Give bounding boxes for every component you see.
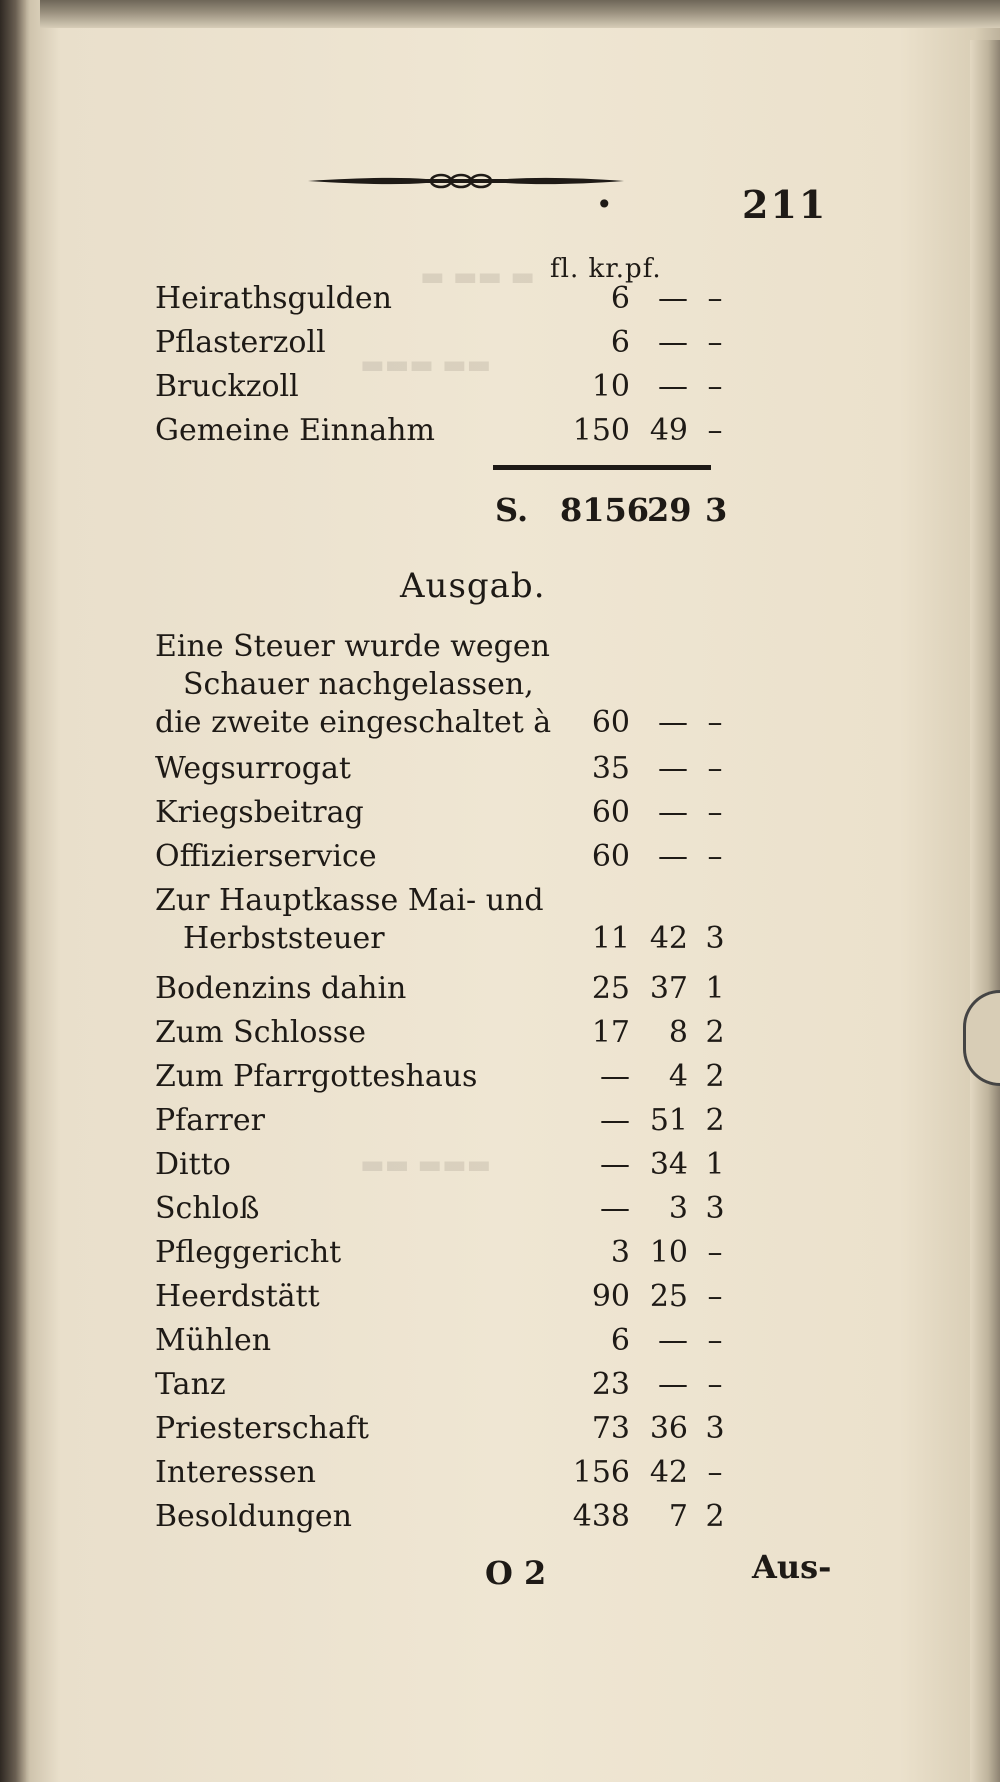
value-pf: –: [707, 705, 723, 740]
row-label: Heirathsgulden: [155, 281, 392, 316]
value-kr: 8: [668, 1015, 688, 1050]
value-fl: —: [600, 1103, 630, 1138]
value-pf: –: [707, 1235, 723, 1270]
value-pf: –: [707, 1367, 723, 1402]
row-label: Wegsurrogat: [155, 751, 351, 786]
table-row: [155, 410, 795, 452]
catchword: Aus-: [752, 1548, 832, 1586]
value-kr: 34: [649, 1147, 688, 1182]
value-kr: —: [658, 325, 688, 360]
sum-row: [440, 488, 740, 532]
row-label: Tanz: [155, 1367, 226, 1402]
value-kr: 7: [668, 1499, 688, 1534]
header-ornament: [306, 166, 626, 196]
row-label-line: Schauer nachgelassen,: [183, 667, 534, 702]
value-fl: 60: [591, 705, 630, 740]
table-row: [155, 1056, 795, 1098]
value-pf: 3: [705, 921, 725, 956]
value-pf: –: [707, 369, 723, 404]
table-row: [155, 1012, 795, 1054]
show-through-text: ▬ ▬▬ ▬: [420, 262, 535, 292]
value-fl: 438: [572, 1499, 630, 1534]
value-fl: 23: [591, 1367, 630, 1402]
value-pf: –: [707, 281, 723, 316]
section-heading: Ausgab.: [400, 566, 546, 606]
row-label: Interessen: [155, 1455, 316, 1490]
value-kr: —: [658, 1367, 688, 1402]
table-row-multiline: [155, 882, 795, 958]
value-fl: 3: [610, 1235, 630, 1270]
row-label: Pfarrer: [155, 1103, 265, 1138]
page-clip: [963, 990, 1000, 1086]
table-row-multiline: [155, 628, 795, 742]
row-label: Schloß: [155, 1191, 260, 1226]
ornament-dot: •: [596, 188, 613, 221]
value-pf: 2: [705, 1059, 725, 1094]
row-values: [155, 920, 795, 958]
row-label: Kriegsbeitrag: [155, 795, 364, 830]
value-kr: 3: [668, 1191, 688, 1226]
table-row: [155, 1232, 795, 1274]
value-pf: 1: [705, 1147, 725, 1182]
value-pf: –: [707, 1455, 723, 1490]
page-right-edge: [970, 40, 1000, 1782]
value-pf: –: [707, 1279, 723, 1314]
table-row: [155, 1144, 795, 1186]
table-row: [155, 748, 795, 790]
row-label: Bodenzins dahin: [155, 971, 407, 1006]
table-row: [155, 836, 795, 878]
table-row: [155, 1320, 795, 1362]
row-label: Heerdstätt: [155, 1279, 320, 1314]
value-pf: 2: [705, 1015, 725, 1050]
row-label-line: Eine Steuer wurde wegen: [155, 629, 550, 664]
sum-rule: [493, 465, 711, 470]
value-fl: 6: [610, 325, 630, 360]
row-label: Gemeine Einnahm: [155, 413, 435, 448]
row-values: [155, 704, 795, 742]
value-kr: 10: [649, 1235, 688, 1270]
value-fl: 73: [591, 1411, 630, 1446]
book-page: [60, 30, 960, 1750]
value-kr: 42: [649, 921, 688, 956]
value-kr: 51: [649, 1103, 688, 1138]
row-label: Priesterschaft: [155, 1411, 369, 1446]
sum-pf: 3: [705, 491, 728, 529]
value-fl: 25: [591, 971, 630, 1006]
show-through-text: ▬▬ ▬▬▬: [360, 1150, 492, 1180]
value-pf: –: [707, 1323, 723, 1358]
table-row: [155, 1364, 795, 1406]
table-row: [155, 322, 795, 364]
value-kr: 36: [649, 1411, 688, 1446]
row-label: Zum Schlosse: [155, 1015, 367, 1050]
value-fl: 10: [591, 369, 630, 404]
table-row: [155, 1188, 795, 1230]
row-label: Zum Pfarrgotteshaus: [155, 1059, 478, 1094]
value-pf: –: [707, 751, 723, 786]
row-label: Pflasterzoll: [155, 325, 326, 360]
row-label: Mühlen: [155, 1323, 272, 1358]
value-kr: —: [658, 369, 688, 404]
value-fl: 60: [591, 839, 630, 874]
signature-mark: O 2: [485, 1554, 547, 1592]
row-label-line: Herbststeuer: [183, 921, 385, 956]
row-label: Bruckzoll: [155, 369, 299, 404]
value-pf: –: [707, 839, 723, 874]
value-fl: —: [600, 1191, 630, 1226]
sum-label: S.: [495, 491, 529, 529]
value-fl: —: [600, 1059, 630, 1094]
value-pf: 2: [705, 1103, 725, 1138]
row-label: Ditto: [155, 1147, 231, 1182]
row-label: Offizierservice: [155, 839, 377, 874]
value-pf: 3: [705, 1191, 725, 1226]
row-label-line: Zur Hauptkasse Mai- und: [155, 883, 544, 918]
value-pf: 1: [705, 971, 725, 1006]
value-pf: –: [707, 413, 723, 448]
value-kr: 42: [649, 1455, 688, 1490]
value-fl: 6: [610, 281, 630, 316]
table-row: [155, 968, 795, 1010]
value-fl: 156: [572, 1455, 630, 1490]
page-top-edge: [40, 0, 1000, 28]
row-label-line: die zweite eingeschaltet à: [155, 705, 552, 740]
value-pf: 2: [705, 1499, 725, 1534]
table-row: [155, 278, 795, 320]
value-fl: 11: [591, 921, 630, 956]
value-pf: –: [707, 325, 723, 360]
value-fl: 60: [591, 795, 630, 830]
value-pf: 3: [705, 1411, 725, 1446]
value-fl: 150: [572, 413, 630, 448]
value-kr: 49: [649, 413, 688, 448]
value-kr: —: [658, 1323, 688, 1358]
value-fl: —: [600, 1147, 630, 1182]
value-pf: –: [707, 795, 723, 830]
value-fl: 17: [591, 1015, 630, 1050]
row-label: Pfleggericht: [155, 1235, 342, 1270]
table-row: [155, 1100, 795, 1142]
value-kr: 37: [649, 971, 688, 1006]
value-kr: —: [658, 839, 688, 874]
table-row: [155, 1452, 795, 1494]
column-headers: fl. kr.pf.: [550, 254, 662, 284]
sum-fl: 8156: [560, 491, 650, 529]
value-kr: —: [658, 795, 688, 830]
table-row: [155, 1276, 795, 1318]
sum-kr: 29: [647, 491, 692, 529]
row-label: Besoldungen: [155, 1499, 352, 1534]
table-row: [155, 1496, 795, 1538]
book-spine-edge: [0, 0, 26, 1782]
page-number: 211: [742, 182, 828, 227]
value-kr: 4: [668, 1059, 688, 1094]
value-kr: —: [658, 705, 688, 740]
table-row: [155, 1408, 795, 1450]
value-fl: 35: [591, 751, 630, 786]
value-kr: —: [658, 751, 688, 786]
value-fl: 90: [591, 1279, 630, 1314]
table-row: [155, 366, 795, 408]
show-through-text: ▬▬▬ ▬▬: [360, 350, 492, 380]
table-row: [155, 792, 795, 834]
value-kr: —: [658, 281, 688, 316]
value-kr: 25: [649, 1279, 688, 1314]
value-fl: 6: [610, 1323, 630, 1358]
